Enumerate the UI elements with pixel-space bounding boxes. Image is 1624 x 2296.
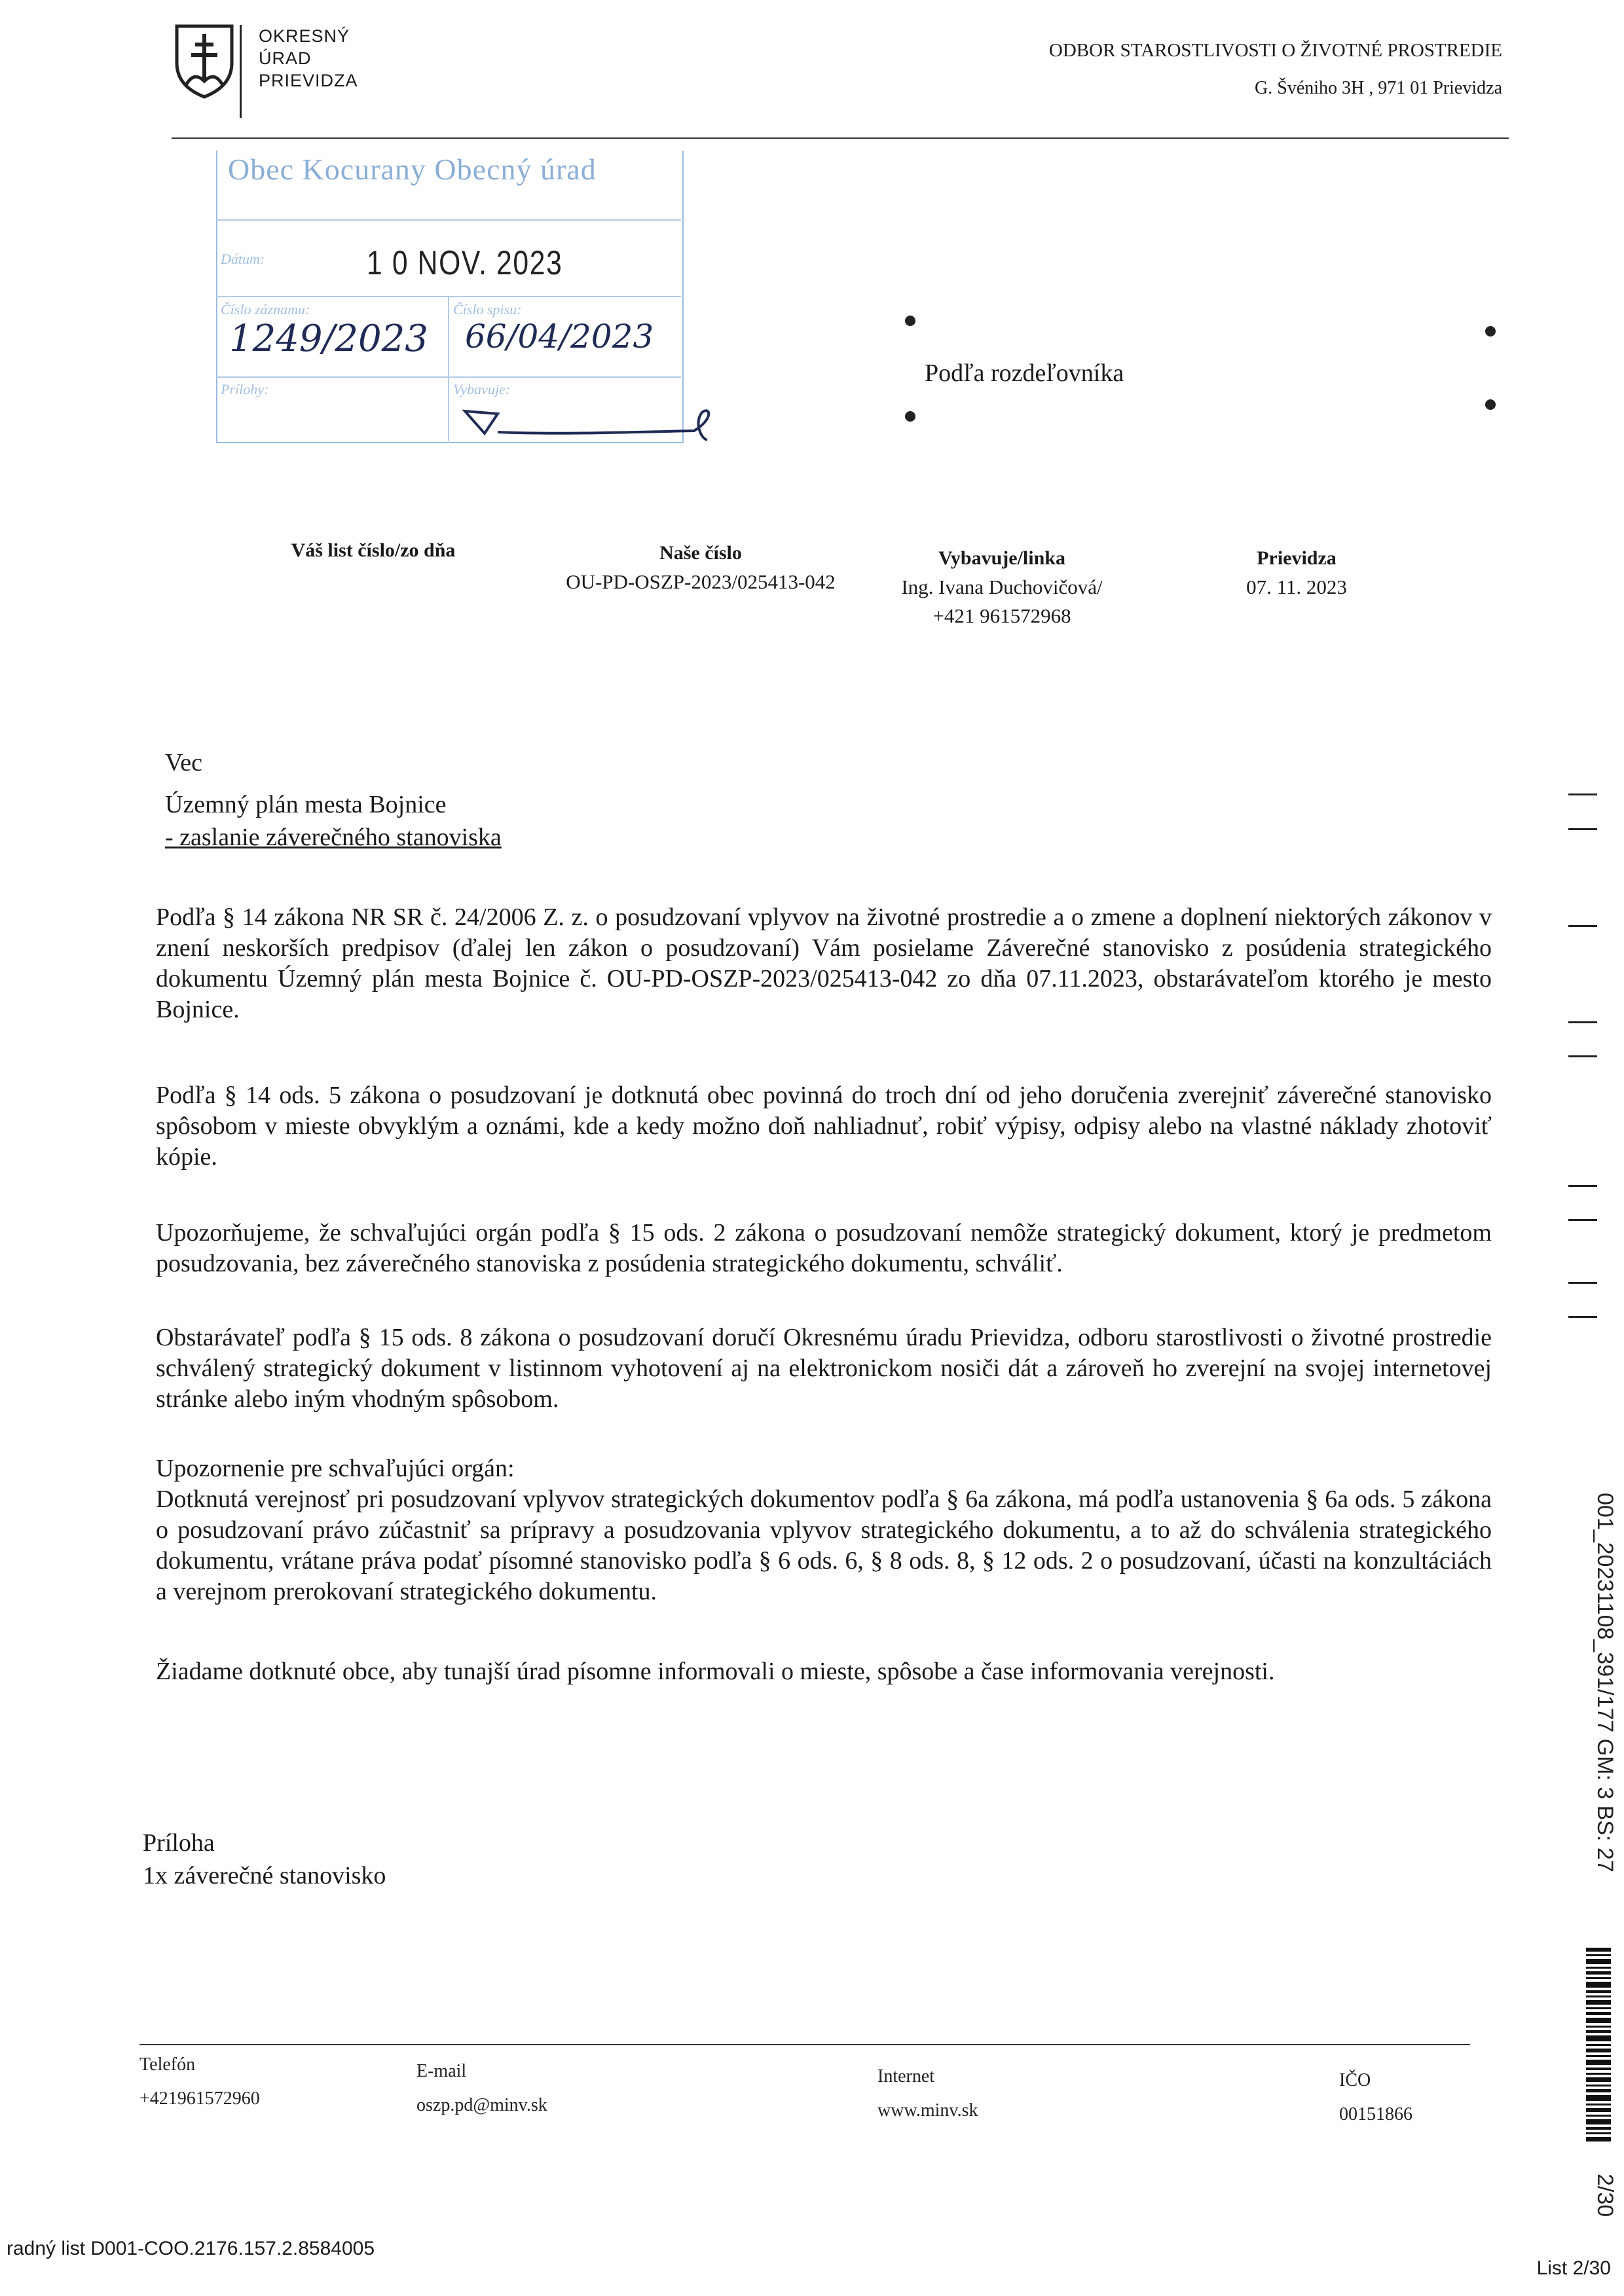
margin-mark (1568, 828, 1597, 830)
subject-block (165, 746, 502, 854)
attachment-label: Príloha (143, 1829, 215, 1857)
notice-block (156, 1453, 1492, 1607)
ref-our-number: Naše číslo OU-PD-OSZP-2023/025413-042 (566, 542, 836, 593)
department-name: ODBOR STAROSTLIVOSTI O ŽIVOTNÉ PROSTREDIE (1048, 40, 1502, 61)
logo-divider (240, 25, 242, 118)
stamp-divider (448, 296, 449, 441)
margin-mark (1568, 1282, 1597, 1284)
subject-title: Územný plán mesta Bojnice (165, 791, 447, 818)
stamp-handler-label: Vybavuje: (453, 381, 511, 397)
stamp-attach-label: Prílohy: (221, 381, 269, 397)
department-block (1049, 38, 1502, 101)
stamp-date-label: Dátum: (221, 251, 265, 267)
page-indicator: List 2/30 (1536, 2257, 1611, 2279)
stamp-reg-number: 1249/2023 (229, 318, 428, 360)
office-name: OKRESNÝ ÚRAD PRIEVIDZA (259, 26, 358, 90)
paragraph-5: Dotknutá verejnosť pri posudzovaní vplyvov strategických dokumentov podľa § 6a zákona, má podľa ustanovenia § 6a ods. 5 zákona o posudzovaní právo zúčastniť sa prípravy a posudzovania vplyvov strategického dokumentu, a to až do schválenia strategického dokumentu, vrátane práva podať písomné stanovisko podľa § 6 ods. 6, § 8 ods. 8, § 12 ods. 2 o posudzovaní, účasti na konzultáciách a verejnom prerokovaní strategického dokumentu. (156, 1485, 1492, 1605)
margin-mark (1568, 1316, 1597, 1318)
attachment-item: 1x záverečné stanovisko (143, 1862, 386, 1889)
coat-of-arms-icon (172, 22, 237, 100)
footer-email: E-mail oszp.pd@minv.sk (416, 2061, 547, 2115)
stamp-divider (216, 219, 681, 221)
address-window-marker (905, 316, 915, 326)
margin-mark (1568, 925, 1597, 927)
paragraph-3: Upozorňujeme, že schvaľujúci orgán podľa § 15 ods. 2 zákona o posudzovaní nemôže strategický dokument, ktorý je predmetom posudzovania, bez záverečného stanoviska z posúdenia strategického dokumentu, schváliť. (156, 1219, 1492, 1277)
paragraph-1: Podľa § 14 zákona NR SR č. 24/2006 Z. z. o posudzovaní vplyvov na životné prostredie a o zmene a doplnení niektorých zákonov v znení neskorších predpisov (ďalej len zákon o posudzovaní) Vám posielame Záverečné stanovisko z posúdenia strategického dokumentu Územný plán mesta Bojnice č. OU-PD-OSZP-2023/025413-042 zo dňa 07.11.2023, obstarávateľom ktorého je mesto Bojnice. (156, 903, 1492, 1023)
ref-date: Prievidza 07. 11. 2023 (1246, 547, 1347, 598)
paragraph-4: Obstarávateľ podľa § 15 ods. 8 zákona o posudzovaní doručí Okresnému úradu Prievidza, odboru starostlivosti o životné prostredie schválený strategický dokument v listinnom vyhotovení aj na elektronickom nosiči dát a zároveň ho zverejní na svojej internetovej stránke alebo iným vhodným spôsobom. (156, 1324, 1492, 1413)
notice-heading: Upozornenie pre schvaľujúci orgán: (156, 1455, 515, 1482)
subject-label: Vec (165, 749, 202, 776)
addressee: Podľa rozdeľovníka (925, 359, 1124, 387)
address-window-marker (1485, 399, 1496, 410)
margin-mark (1568, 1219, 1597, 1221)
margin-mark (1568, 793, 1597, 795)
attachment-block (143, 1827, 386, 1892)
stamp-file-label: Číslo spisu: (453, 301, 522, 318)
margin-mark (1568, 1021, 1597, 1023)
department-address: G. Švéniho 3H , 971 01 Prievidza (1255, 78, 1502, 98)
margin-mark (1568, 1055, 1597, 1057)
paragraph-6: Žiadame dotknuté obce, aby tunajší úrad písomne informovali o mieste, spôsobe a čase informovania verejnosti. (156, 1658, 1275, 1685)
handwritten-signature (458, 393, 733, 445)
stamp-divider (216, 376, 681, 378)
address-window-marker (1485, 326, 1496, 337)
margin-mark (1568, 1185, 1597, 1187)
footer-divider (139, 2044, 1470, 2045)
stamp-date: 1 0 NOV. 2023 (367, 244, 563, 282)
barcode-icon (1586, 1948, 1611, 2144)
document-code: radný list D001-COO.2176.157.2.8584005 (7, 2238, 375, 2259)
header-divider (172, 137, 1509, 139)
ref-your-letter: Váš list číslo/zo dňa (291, 539, 456, 561)
stamp-reg-label: Číslo záznamu: (221, 301, 310, 318)
stamp-title: Obec Kocurany Obecný úrad (228, 153, 597, 186)
stamp-file-number: 66/04/2023 (465, 318, 654, 355)
address-window-marker (905, 411, 915, 422)
side-scan-code: 001_20231108_391/177 GM: 3 BS: 27 (1593, 1493, 1617, 1872)
footer-internet: Internet www.minv.sk (877, 2066, 978, 2121)
page-fraction: 2/30 (1593, 2174, 1617, 2217)
subject-subtitle: - zaslanie záverečného stanoviska (165, 824, 502, 851)
ref-handler: Vybavuje/linka Ing. Ivana Duchovičová/ +421 961572968 (901, 547, 1103, 627)
paragraph-2: Podľa § 14 ods. 5 zákona o posudzovaní je dotknutá obec povinná do troch dní od jeho doručenia zverejniť záverečné stanovisko spôsobom v mieste obvyklým a oznámi, kde a kedy možno doň nahliadnuť, robiť výpisy, odpisy alebo na vlastné náklady zhotoviť kópie. (156, 1082, 1492, 1171)
footer-phone: Telefón +421961572960 (139, 2054, 260, 2109)
footer-ico: IČO 00151866 (1339, 2070, 1412, 2124)
